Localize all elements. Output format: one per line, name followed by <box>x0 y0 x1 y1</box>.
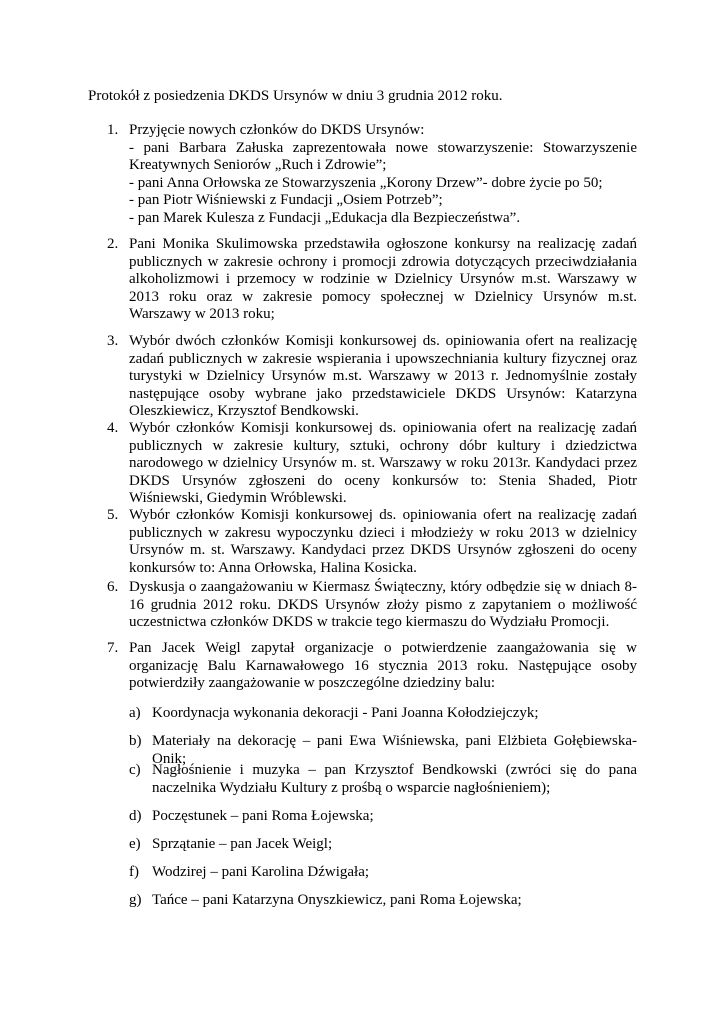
item-number: 1. <box>107 122 119 138</box>
list-item <box>107 640 637 693</box>
item-number: 3. <box>107 333 119 349</box>
list-item <box>107 507 637 577</box>
sub-item-text: Nagłośnienie i muzyka – pan Krzysztof Bendkowski (zwróci się do pana naczelnika Wydziału Kultury z prośbą o wsparcie nagłośnieniem); <box>152 762 637 796</box>
list-item <box>107 122 637 227</box>
sub-item-letter: a) <box>129 705 141 721</box>
list-item <box>107 333 637 421</box>
item-number: 6. <box>107 579 119 595</box>
sub-item-text: Tańce – pani Katarzyna Onyszkiewicz, pani Roma Łojewska; <box>152 892 522 908</box>
sub-item-text: Sprzątanie – pan Jacek Weigl; <box>152 836 333 852</box>
item-text: Pani Monika Skulimowska przedstawiła ogłoszone konkursy na realizację zadań publicznych w zakresie ochrony i promocji zdrowia dotyczących przeciwdziałania alkoholizmowi i przemocy w rodzinie w Dzielnicy Ursynów m.st. Warszawy w 2013 roku oraz w zakresie pomocy społecznej w Dzielnicy Ursynów m.st. Warszawy w 2013 roku; <box>129 236 637 322</box>
item-text: Wybór dwóch członków Komisji konkursowej ds. opiniowania ofert na realizację zadań publicznych w zakresie wspierania i upowszechniania kultury fizycznej oraz turystyki w Dzielnicy Ursynów m.st. Warszawy w 2013 r. Jednomyślnie zostały następujące osoby wybrane jako przedstawiciele DKDS Ursynów: Katarzyna Oleszkiewicz, Krzysztof Bendkowski. <box>129 333 637 419</box>
item-text: Wybór członków Komisji konkursowej ds. opiniowania ofert na realizację zadań publicznych w zakresu wypoczynku dzieci i młodzieży w roku 2013 w dzielnicy Ursynów m. st. Warszawy. Kandydaci przez DKDS Ursynów zgłoszeni do oceny konkursów to: Anna Orłowska, Halina Kosicka. <box>129 507 637 576</box>
item-text: Dyskusja o zaangażowaniu w Kiermasz Świąteczny, który odbędzie się w dniach 8-16 grudnia 2012 roku. DKDS Ursynów złoży pismo z zapytaniem o możliwość uczestnictwa członków DKDS w trakcie tego kiermaszu do Wydziału Promocji. <box>129 579 637 630</box>
sub-item <box>129 705 637 723</box>
sub-item-letter: g) <box>129 892 142 908</box>
sub-item <box>129 864 637 882</box>
sub-item-letter: c) <box>129 762 141 778</box>
item-text: Wybór członków Komisji konkursowej ds. opiniowania ofert na realizację zadań publicznych w zakresie kultury, sztuki, ochrony dóbr kultury i dziedzictwa narodowego w dzielnicy Ursynów m. st. Warszawy w roku 2013r. Kandydaci przez DKDS Ursynów zgłoszeni do oceny konkursów to: Stenia Shaded, Piotr Wiśniewski, Giedymin Wróblewski. <box>129 420 637 506</box>
list-item <box>107 236 637 324</box>
sub-item <box>129 808 637 826</box>
sub-item <box>129 892 637 910</box>
sub-item <box>129 836 637 854</box>
sub-item <box>129 762 637 797</box>
sub-item-letter: d) <box>129 808 142 824</box>
item-line: - pani Barbara Załuska zaprezentowała nowe stowarzyszenie: Stowarzyszenie Kreatywnych Seniorów „Ruch i Zdrowie”; <box>129 139 637 173</box>
item-number: 4. <box>107 420 119 436</box>
list-item <box>107 420 637 508</box>
item-number: 7. <box>107 640 119 656</box>
item-line: - pan Marek Kulesza z Fundacji „Edukacja dla Bezpieczeństwa”. <box>129 209 521 226</box>
sub-item-text: Wodzirej – pani Karolina Dźwigała; <box>152 864 370 880</box>
sub-item-letter: e) <box>129 836 141 852</box>
sub-item-text: Materiały na dekorację – pani Ewa Wiśniewska, pani Elżbieta Gołębiewska-Onik; <box>152 733 637 767</box>
sub-item-letter: f) <box>129 864 139 880</box>
item-number: 2. <box>107 236 119 252</box>
document-title: Protokół z posiedzenia DKDS Ursynów w dniu 3 grudnia 2012 roku. <box>88 88 503 104</box>
item-line: - pan Piotr Wiśniewski z Fundacji „Osiem Potrzeb”; <box>129 192 443 208</box>
item-line: - pani Anna Orłowska ze Stowarzyszenia „Korony Drzew”- dobre życie po 50; <box>129 174 603 191</box>
sub-item-text: Koordynacja wykonania dekoracji - Pani Joanna Kołodziejczyk; <box>152 705 539 721</box>
item-number: 5. <box>107 507 119 523</box>
item-line: Przyjęcie nowych członków do DKDS Ursynów: <box>129 122 425 138</box>
sub-item-letter: b) <box>129 733 142 749</box>
item-text: Pan Jacek Weigl zapytał organizacje o potwierdzenie zaangażowania się w organizację Balu Karnawałowego 16 stycznia 2013 roku. Następujące osoby potwierdziły zaangażowanie w poszczególne dziedziny balu: <box>129 640 637 691</box>
sub-item-text: Poczęstunek – pani Roma Łojewska; <box>152 808 374 824</box>
list-item <box>107 579 637 632</box>
